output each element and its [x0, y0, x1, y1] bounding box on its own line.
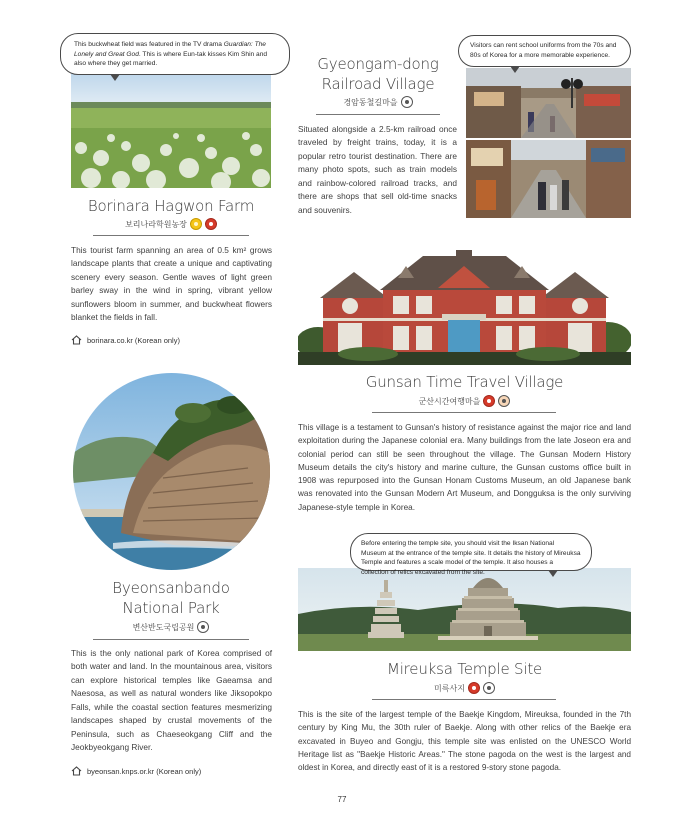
railroad-village-photo-1 [466, 68, 631, 138]
mireuksa-callout: Before entering the temple site, you should visit the Iksan National Museum at the entrance of the temple site. It details the history of Mireuksa Temple and features a scale model of the temple. It also houses a collection of relics excavated from the site. [350, 533, 592, 571]
byeonsan-title-line2: National Park [122, 599, 220, 617]
buckwheat-field-photo [71, 68, 271, 188]
borinara-korean-name: 보리나라학원농장 [71, 218, 271, 230]
mireuksa-divider [372, 699, 556, 700]
byeonsan-coastal-cliff-photo [73, 373, 270, 570]
byeonsan-description: This is the only national park of Korea comprised of both water and land. In the mountainous area, visitors can explore historical temples like Gaeamsa and Naesosa, as well as natural wonders like Jiksopokpo Falls, while the coastal section features mesmerizing landscapes shaped by crustal movements of the Peninsula, such as Chaeseokgang Cliff and the Jeokbyeokgang River. [71, 648, 272, 753]
mireuksa-callout-tail [548, 570, 558, 577]
borinara-divider [93, 235, 249, 236]
face-icon [498, 395, 510, 407]
railroad-village-photo-2 [466, 140, 631, 218]
mireuksa-pagoda-photo [298, 568, 631, 651]
mireuksa-description: This is the site of the largest temple of the Baekje Kingdom, Mireuksa, founded in the 7th century by King Mu, the 30th ruler of Baekje. Along with other relics of the Baekje era excavated in Buyeo and Gongju, this temple site was enlisted on the UNESCO World Heritage list as "Baekje Historic Areas." The stone pagoda on the west is the largest and oldest in Korea, and directly east of it is a restored 9-story stone pagoda. [298, 710, 631, 773]
borinara-callout: This buckwheat field was featured in the TV drama Guardian: The Lonely and Great God. This is where Eun-tak kisses Kim Shin and also where they get married. [60, 33, 290, 75]
page-number: 77 [337, 795, 347, 804]
gyeongam-title-line1: Gyeongam-dong [317, 55, 439, 73]
gunsan-korean-name: 군산시간여행마을 [298, 395, 631, 407]
camera-icon [401, 96, 413, 108]
hat-icon [468, 682, 480, 694]
borinara-callout-tail [110, 74, 120, 81]
gyeongam-callout-tail [510, 66, 520, 73]
gyeongam-description: Situated alongside a 2.5-km railroad once traveled by freight trains, today, it is a popular retro tourist destination. There are many photo spots, such as train models and rainbow-colored railroad tracks, and there are shops that sell old-time snacks and souvenirs. [298, 124, 457, 215]
borinara-website-link[interactable]: borinara.co.kr (Korean only) [71, 335, 180, 345]
building-icon [483, 682, 495, 694]
gunsan-museum-building-photo [298, 248, 631, 365]
home-icon [71, 766, 82, 776]
byeonsan-title-line1: Byeonsanbando [112, 579, 230, 597]
gyeongam-title-line2: Railroad Village [321, 75, 435, 93]
gunsan-title: Gunsan Time Travel Village [365, 373, 564, 391]
hat-icon [483, 395, 495, 407]
mireuksa-korean-name: 미륵사지 [298, 682, 631, 694]
mireuksa-title: Mireuksa Temple Site [386, 660, 543, 678]
camera-icon [197, 621, 209, 633]
byeonsan-korean-name: 변산반도국립공원 [71, 621, 271, 633]
flower-icon [205, 218, 217, 230]
gunsan-divider [372, 412, 556, 413]
gyeongam-callout: Visitors can rent school uniforms from the 70s and 80s of Korea for a more memorable experience. [458, 35, 631, 67]
gyeongam-korean-name: 경암동철길마을 [298, 96, 458, 108]
borinara-description: This tourist farm spanning an area of 0.5 km² grows landscape plants that create a unique and captivating scenery every season. Gentle waves of light green barley sway in the wind in spring, vibrant yellow sunflowers bloom in summer, and buckwheat flowers blanket the fields in fall. [71, 245, 272, 323]
sunflower-icon [190, 218, 202, 230]
home-icon [71, 335, 82, 345]
byeonsan-website-link[interactable]: byeonsan.knps.or.kr (Korean only) [71, 766, 201, 776]
gyeongam-divider [316, 114, 440, 115]
byeonsan-divider [93, 639, 249, 640]
gunsan-description: This village is a testament to Gunsan's history of resistance against the major rice and land exploitation during the Japanese colonial era. Many buildings from the late Joseon era and colonial period can still be seen throughout the village. The Gunsan Modern History Museum details the city's history and marine culture, the Gunsan customs office built in 1908 was repurposed into the Gunsan Honam Customs Museum, an old Japanese bank was renovated into the Gunsan Modern Art Museum, and Dongguksa is the only surviving Japanese-style temple in Korea. [298, 423, 631, 512]
borinara-title: Borinara Hagwon Farm [87, 197, 255, 215]
